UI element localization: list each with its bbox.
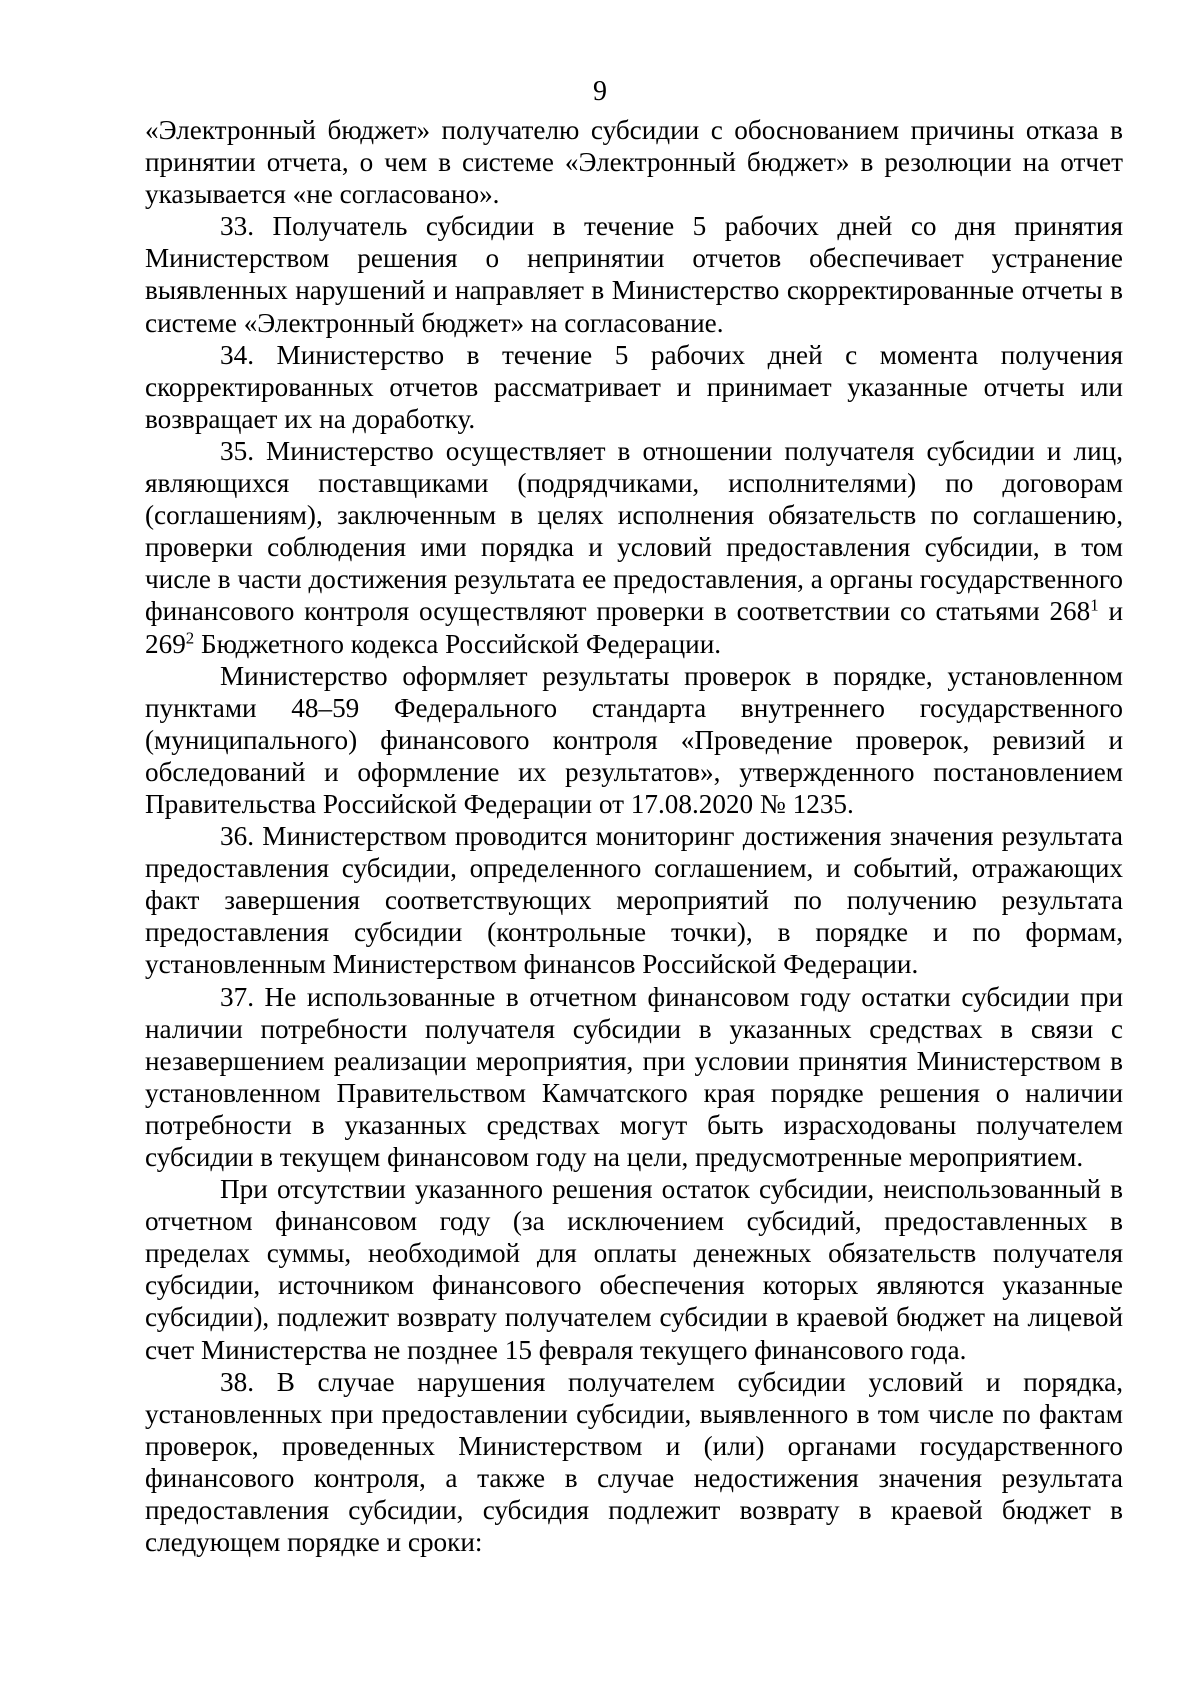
- article-ref-1-superscript: 1: [1090, 596, 1099, 616]
- conjunction: и: [1108, 596, 1124, 627]
- paragraph-33: 33. Получатель субсидии в течение 5 рабочих дней со дня принятия Министерством решения о непринятии отчетов обеспечивает устранение выявленных нарушений и направляет в Министерство скорректированные отчеты в системе «Электронный бюджет» на согласование.: [145, 211, 1123, 338]
- paragraph-38: 38. В случае нарушения получателем субсидии условий и порядка, установленных при предоставлении субсидии, выявленного в том числе по фактам проверок, проведенных Министерством и (или) органами государственного финансового контроля, а также в случае недостижения значения результата предоставления субсидии, субсидия подлежит возврату в краевой бюджет в следующем порядке и сроки:: [145, 1366, 1123, 1558]
- paragraph-35-text: 35. Министерство осуществляет в отношении получателя субсидии и лиц, являющихся поставщиками (подрядчиками, исполнителями) по договорам (соглашениям), заключенным в целях исполнения обязательств по соглашению, проверки соблюдения ими порядка и условий предоставления субсидии, в том числе в части достижения результата ее предоставления, а органы государственного финансового контроля осуществляют проверки в соответствии со статьями: [145, 435, 1123, 627]
- paragraph-37-second: При отсутствии указанного решения остаток субсидии, неиспользованный в отчетном финансовом году (за исключением субсидий, предоставленных в пределах суммы, необходимой для оплаты денежных обязательств получателя субсидии, источником финансового обеспечения которых являются указанные субсидии), подлежит возврату получателем субсидии в краевой бюджет на лицевой счет Министерства не позднее 15 февраля текущего финансового года.: [145, 1174, 1123, 1365]
- article-ref-2-superscript: 2: [185, 628, 195, 648]
- article-ref-1: 268: [1049, 596, 1091, 627]
- paragraph-35-ending: Бюджетного кодекса Российской Федерации.: [201, 628, 722, 659]
- paragraph-35: [145, 435, 1123, 660]
- document-body: [145, 114, 1123, 1558]
- page-number: 9: [593, 76, 607, 107]
- paragraph-continuation: «Электронный бюджет» получателю субсидии с обоснованием причины отказа в принятии отчета, о чем в системе «Электронный бюджет» в резолюции на отчет указывается «не согласовано».: [145, 115, 1123, 210]
- paragraph-34: 34. Министерство в течение 5 рабочих дней с момента получения скорректированных отчетов рассматривает и принимает указанные отчеты или возвращает их на доработку.: [145, 339, 1123, 434]
- paragraph-36: 36. Министерством проводится мониторинг достижения значения результата предоставления субсидии, определенного соглашением, и событий, отражающих факт завершения соответствующих мероприятий по получению результата предоставления субсидии (контрольные точки), в порядке и по формам, установленным Министерством финансов Российской Федерации.: [145, 821, 1123, 980]
- paragraph-37: 37. Не использованные в отчетном финансовом году остатки субсидии при наличии потребности получателя субсидии в указанных средствах в связи с незавершением реализации мероприятия, при условии принятия Министерством в установленном Правительством Камчатского края порядке решения о наличии потребности в указанных средствах могут быть израсходованы получателем субсидии в текущем финансовом году на цели, предусмотренные мероприятием.: [145, 981, 1123, 1172]
- article-ref-2: 269: [145, 628, 186, 659]
- paragraph-35-second: Министерство оформляет результаты проверок в порядке, установленном пунктами 48–59 Федерального стандарта внутреннего государственного (муниципального) финансового контроля «Проведение проверок, ревизий и обследований и оформление их результатов», утвержденного постановлением Правительства Российской Федерации от 17.08.2020 № 1235.: [145, 660, 1123, 819]
